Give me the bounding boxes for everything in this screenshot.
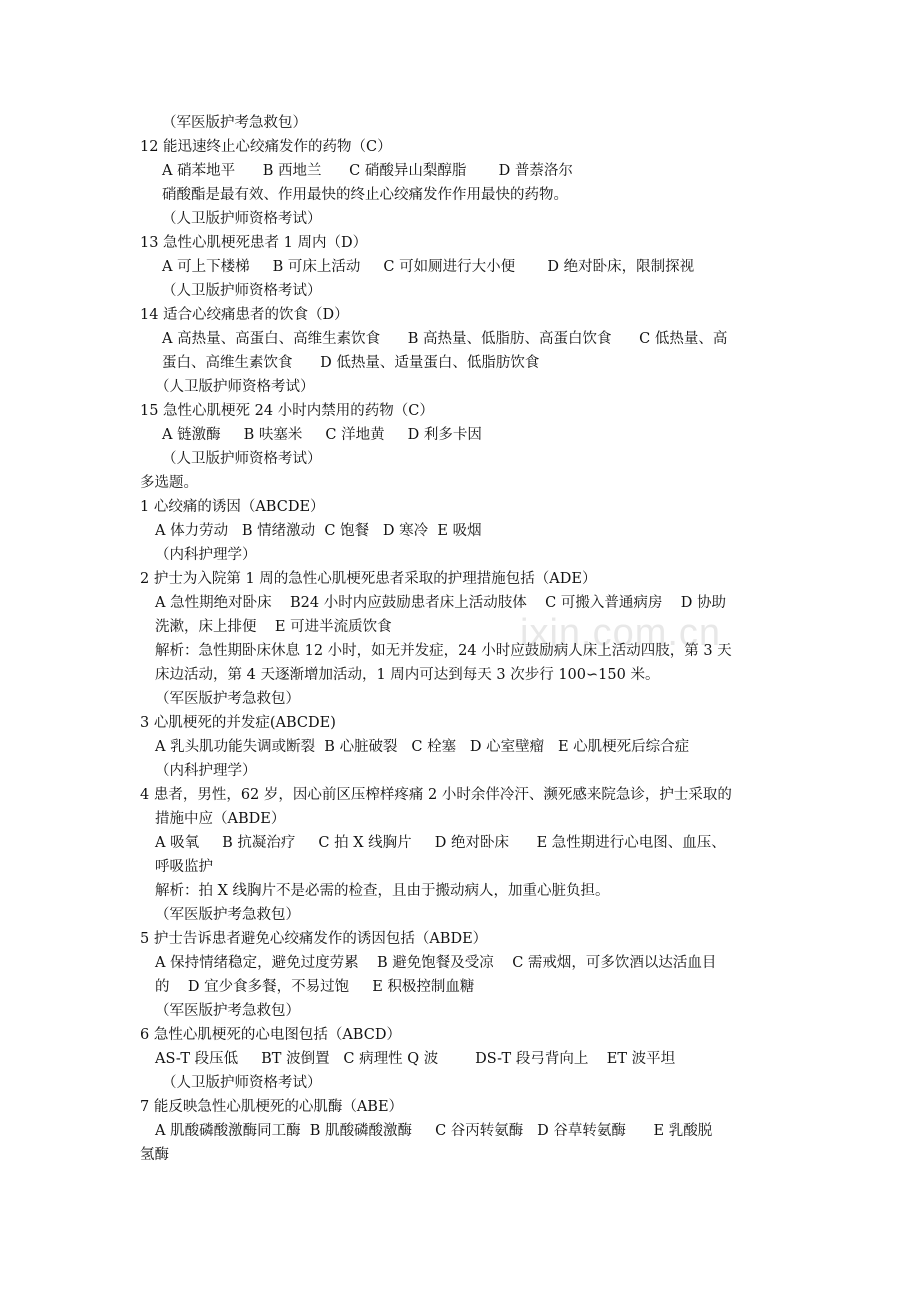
source-note: （人卫版护师资格考试） [155,379,315,395]
section-heading: 多选题。 [140,475,198,491]
source-note: （内科护理学） [155,547,257,563]
options-15: A 链激酶 B 呋塞米 C 洋地黄 D 利多卡因 [162,427,482,443]
multi-question-4-cont: 措施中应（ABDE） [155,811,286,827]
source-note: （人卫版护师资格考试） [162,283,322,299]
multi-question-2: 2 护士为入院第 1 周的急性心肌梗死患者采取的护理措施包括（ADE） [140,571,597,587]
question-14: 14 适合心绞痛患者的饮食（D） [140,307,349,323]
source-note: （军医版护考急救包） [155,907,300,923]
multi-options-2-cont: 洗漱，床上排便 E 可进半流质饮食 [155,619,392,635]
options-14: A 高热量、高蛋白、高维生素饮食 B 高热量、低脂肪、高蛋白饮食 C 低热量、高 [162,331,728,347]
multi-options-7: A 肌酸磷酸激酶同工酶 B 肌酸磷酸激酶 C 谷丙转氨酶 D 谷草转氨酶 E 乳酸脱 [155,1123,713,1139]
options-13: A 可上下楼梯 B 可床上活动 C 可如厕进行大小便 D 绝对卧床，限制探视 [162,259,695,275]
multi-question-7: 7 能反映急性心肌梗死的心肌酶（ABE） [140,1099,404,1115]
explanation-2: 解析：急性期卧床休息 12 小时，如无并发症，24 小时应鼓励病人床上活动四肢，第 3 天 [155,643,732,659]
question-13: 13 急性心肌梗死患者 1 周内（D） [140,235,368,251]
source-note: （人卫版护师资格考试） [162,451,322,467]
multi-question-5: 5 护士告诉患者避免心绞痛发作的诱因包括（ABDE） [140,931,488,947]
source-note: （军医版护考急救包） [155,691,300,707]
multi-options-4-cont: 呼吸监护 [155,859,213,875]
watermark-text: ixin.com.cn [520,612,722,654]
explanation-2-cont: 床边活动，第 4 天逐渐增加活动，1 周内可达到每天 3 次步行 100∽150 米。 [155,667,660,683]
source-note: （军医版护考急救包） [155,1003,300,1019]
multi-question-4: 4 患者，男性，62 岁，因心前区压榨样疼痛 2 小时余伴冷汗、濒死感来院急诊，护士采取的 [140,787,732,803]
options-14-cont: 蛋白、高维生素饮食 D 低热量、适量蛋白、低脂肪饮食 [162,355,540,371]
source-note: （内科护理学） [155,763,257,779]
multi-options-1: A 体力劳动 B 情绪激动 C 饱餐 D 寒冷 E 吸烟 [155,523,482,539]
multi-options-2: A 急性期绝对卧床 B24 小时内应鼓励患者床上活动肢体 C 可搬入普通病房 D 协助 [155,595,727,611]
multi-options-4: A 吸氧 B 抗凝治疗 C 拍 X 线胸片 D 绝对卧床 E 急性期进行心电图、血压、 [155,835,726,851]
multi-question-3: 3 心肌梗死的并发症(ABCDE) [140,715,336,731]
source-note: （军医版护考急救包） [162,115,307,131]
explanation-4: 解析：拍 X 线胸片不是必需的检查，且由于搬动病人，加重心脏负担。 [155,883,610,899]
multi-options-7-cont: 氢酶 [140,1147,169,1163]
multi-options-5: A 保持情绪稳定，避免过度劳累 B 避免饱餐及受凉 C 需戒烟，可多饮酒以达活血目 [155,955,717,971]
question-15: 15 急性心肌梗死 24 小时内禁用的药物（C） [140,403,434,419]
multi-options-6: AS-T 段压低 BT 波倒置 C 病理性 Q 波 DS-T 段弓背向上 ET 波平坦 [155,1051,676,1067]
source-note: （人卫版护师资格考试） [162,1075,322,1091]
multi-question-6: 6 急性心肌梗死的心电图包括（ABCD） [140,1027,401,1043]
question-12: 12 能迅速终止心绞痛发作的药物（C） [140,139,392,155]
explanation-12: 硝酸酯是最有效、作用最快的终止心绞痛发作作用最快的药物。 [162,187,568,203]
source-note: （人卫版护师资格考试） [162,211,322,227]
multi-options-3: A 乳头肌功能失调或断裂 B 心脏破裂 C 栓塞 D 心室壁瘤 E 心肌梗死后综合症 [155,739,690,755]
options-12: A 硝苯地平 B 西地兰 C 硝酸异山梨醇脂 D 普萘洛尔 [162,163,573,179]
multi-options-5-cont: 的 D 宜少食多餐，不易过饱 E 积极控制血糖 [155,979,475,995]
multi-question-1: 1 心绞痛的诱因（ABCDE） [140,499,325,515]
